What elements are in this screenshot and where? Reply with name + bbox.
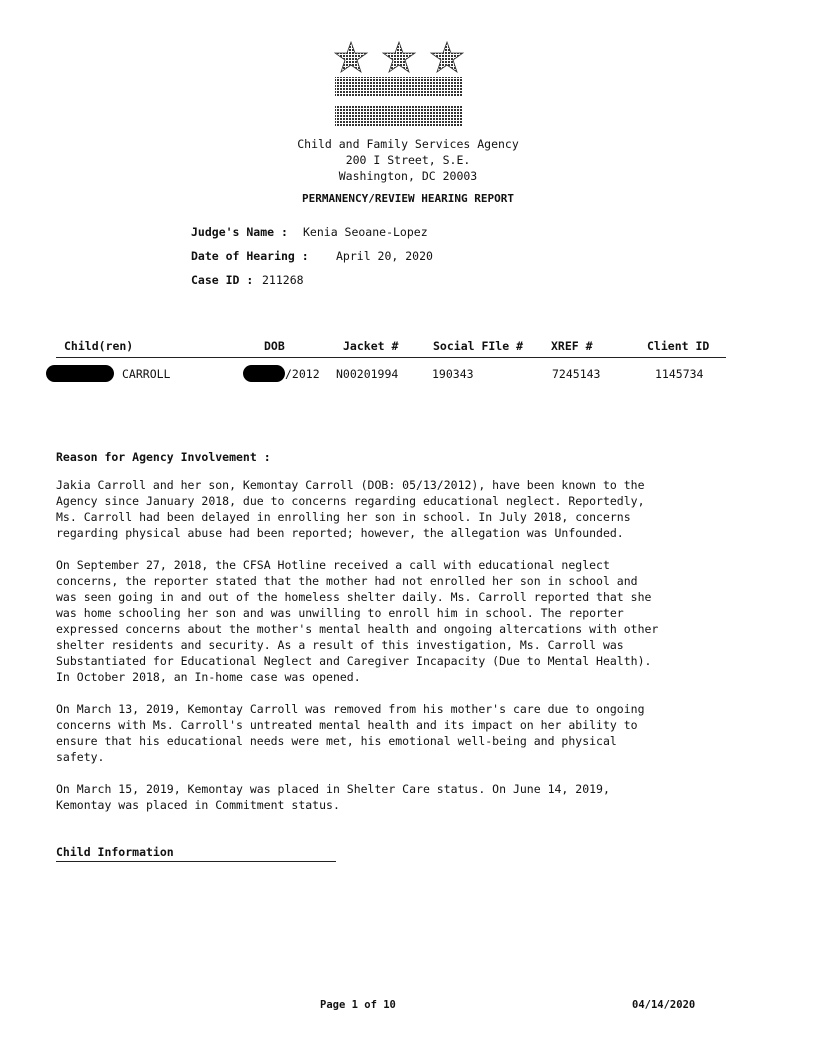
dc-flag-logo [334,40,464,130]
agency-street: 200 I Street, S.E. [345,153,471,167]
redaction-mark [46,365,114,382]
agency-name: Child and Family Services Agency [297,137,519,151]
hearing-date-value: April 20, 2020 [336,249,433,263]
paragraph-1: Jakia Carroll and her son, Kemontay Carroll (DOB: 05/13/2012), have been known to the Agency since January 2018, due to concerns regarding educational neglect. Reportedly, Ms. Carroll had been delayed in enrolling her son in school. In July 2018, concerns regarding physical abuse had been reported; however, the allegation was Unfounded. [56,478,645,540]
agency-city: Washington, DC 20003 [338,169,478,183]
cell-dob: /2012 [285,367,320,381]
judge-label: Judge's Name : [191,225,288,239]
hearing-date-label: Date of Hearing : [191,249,309,263]
cell-social-file: 190343 [432,367,474,381]
cell-jacket: N00201994 [336,367,399,381]
footer-date: 04/14/2020 [632,999,696,1011]
reason-heading: Reason for Agency Involvement : [56,450,271,464]
flag-bar-bottom [335,106,463,127]
redaction-mark [243,365,285,382]
paragraph-4: On March 15, 2019, Kemontay was placed in Shelter Care status. On June 14, 2019, Kemontay was placed in Commitment status. [56,782,610,812]
th-client-id: Client ID [647,339,710,353]
th-children: Child(ren) [64,339,134,353]
case-id-label: Case ID : [191,273,254,287]
page-number: Page 1 of 10 [320,999,396,1011]
paragraph-2: On September 27, 2018, the CFSA Hotline received a call with educational neglect concerns, the reporter stated that the mother had not enrolled her son in school and was seen going in and out of the homeless shelter daily. Ms. Carroll reported that she was home schooling her son and was unwilling to enroll him in school. The reporter expressed concerns about the mother's mental health and ongoing altercations with other shelter residents and security. As a result of this investigation, Ms. Carroll was Substantiated for Educational Neglect and Caregiver Incapacity (Due to Mental Health). In October 2018, an In-home case was opened. [56,558,659,684]
th-social-file: Social FIle # [433,339,524,353]
judge-value: Kenia Seoane-Lopez [303,225,428,239]
th-jacket: Jacket # [343,339,399,353]
cell-child: CARROLL [122,367,171,381]
report-title: PERMANENCY/REVIEW HEARING REPORT [302,192,514,205]
th-xref: XREF # [551,339,593,353]
table-header-rule [56,357,726,358]
paragraph-3: On March 13, 2019, Kemontay Carroll was removed from his mother's care due to ongoing concerns with Ms. Carroll's untreated mental health and its impact on her ability to ensure that his educational needs were met, his emotional well-being and physical safety. [56,702,645,764]
flag-bar-top [335,77,463,97]
case-id-value: 211268 [262,273,304,287]
th-dob: DOB [264,339,285,353]
child-info-heading: Child Information [56,845,174,859]
star-icon [335,42,367,72]
cell-client-id: 1145734 [655,367,704,381]
child-info-rule [56,861,336,862]
star-icon [383,42,415,72]
cell-xref: 7245143 [552,367,601,381]
star-icon [431,42,463,72]
